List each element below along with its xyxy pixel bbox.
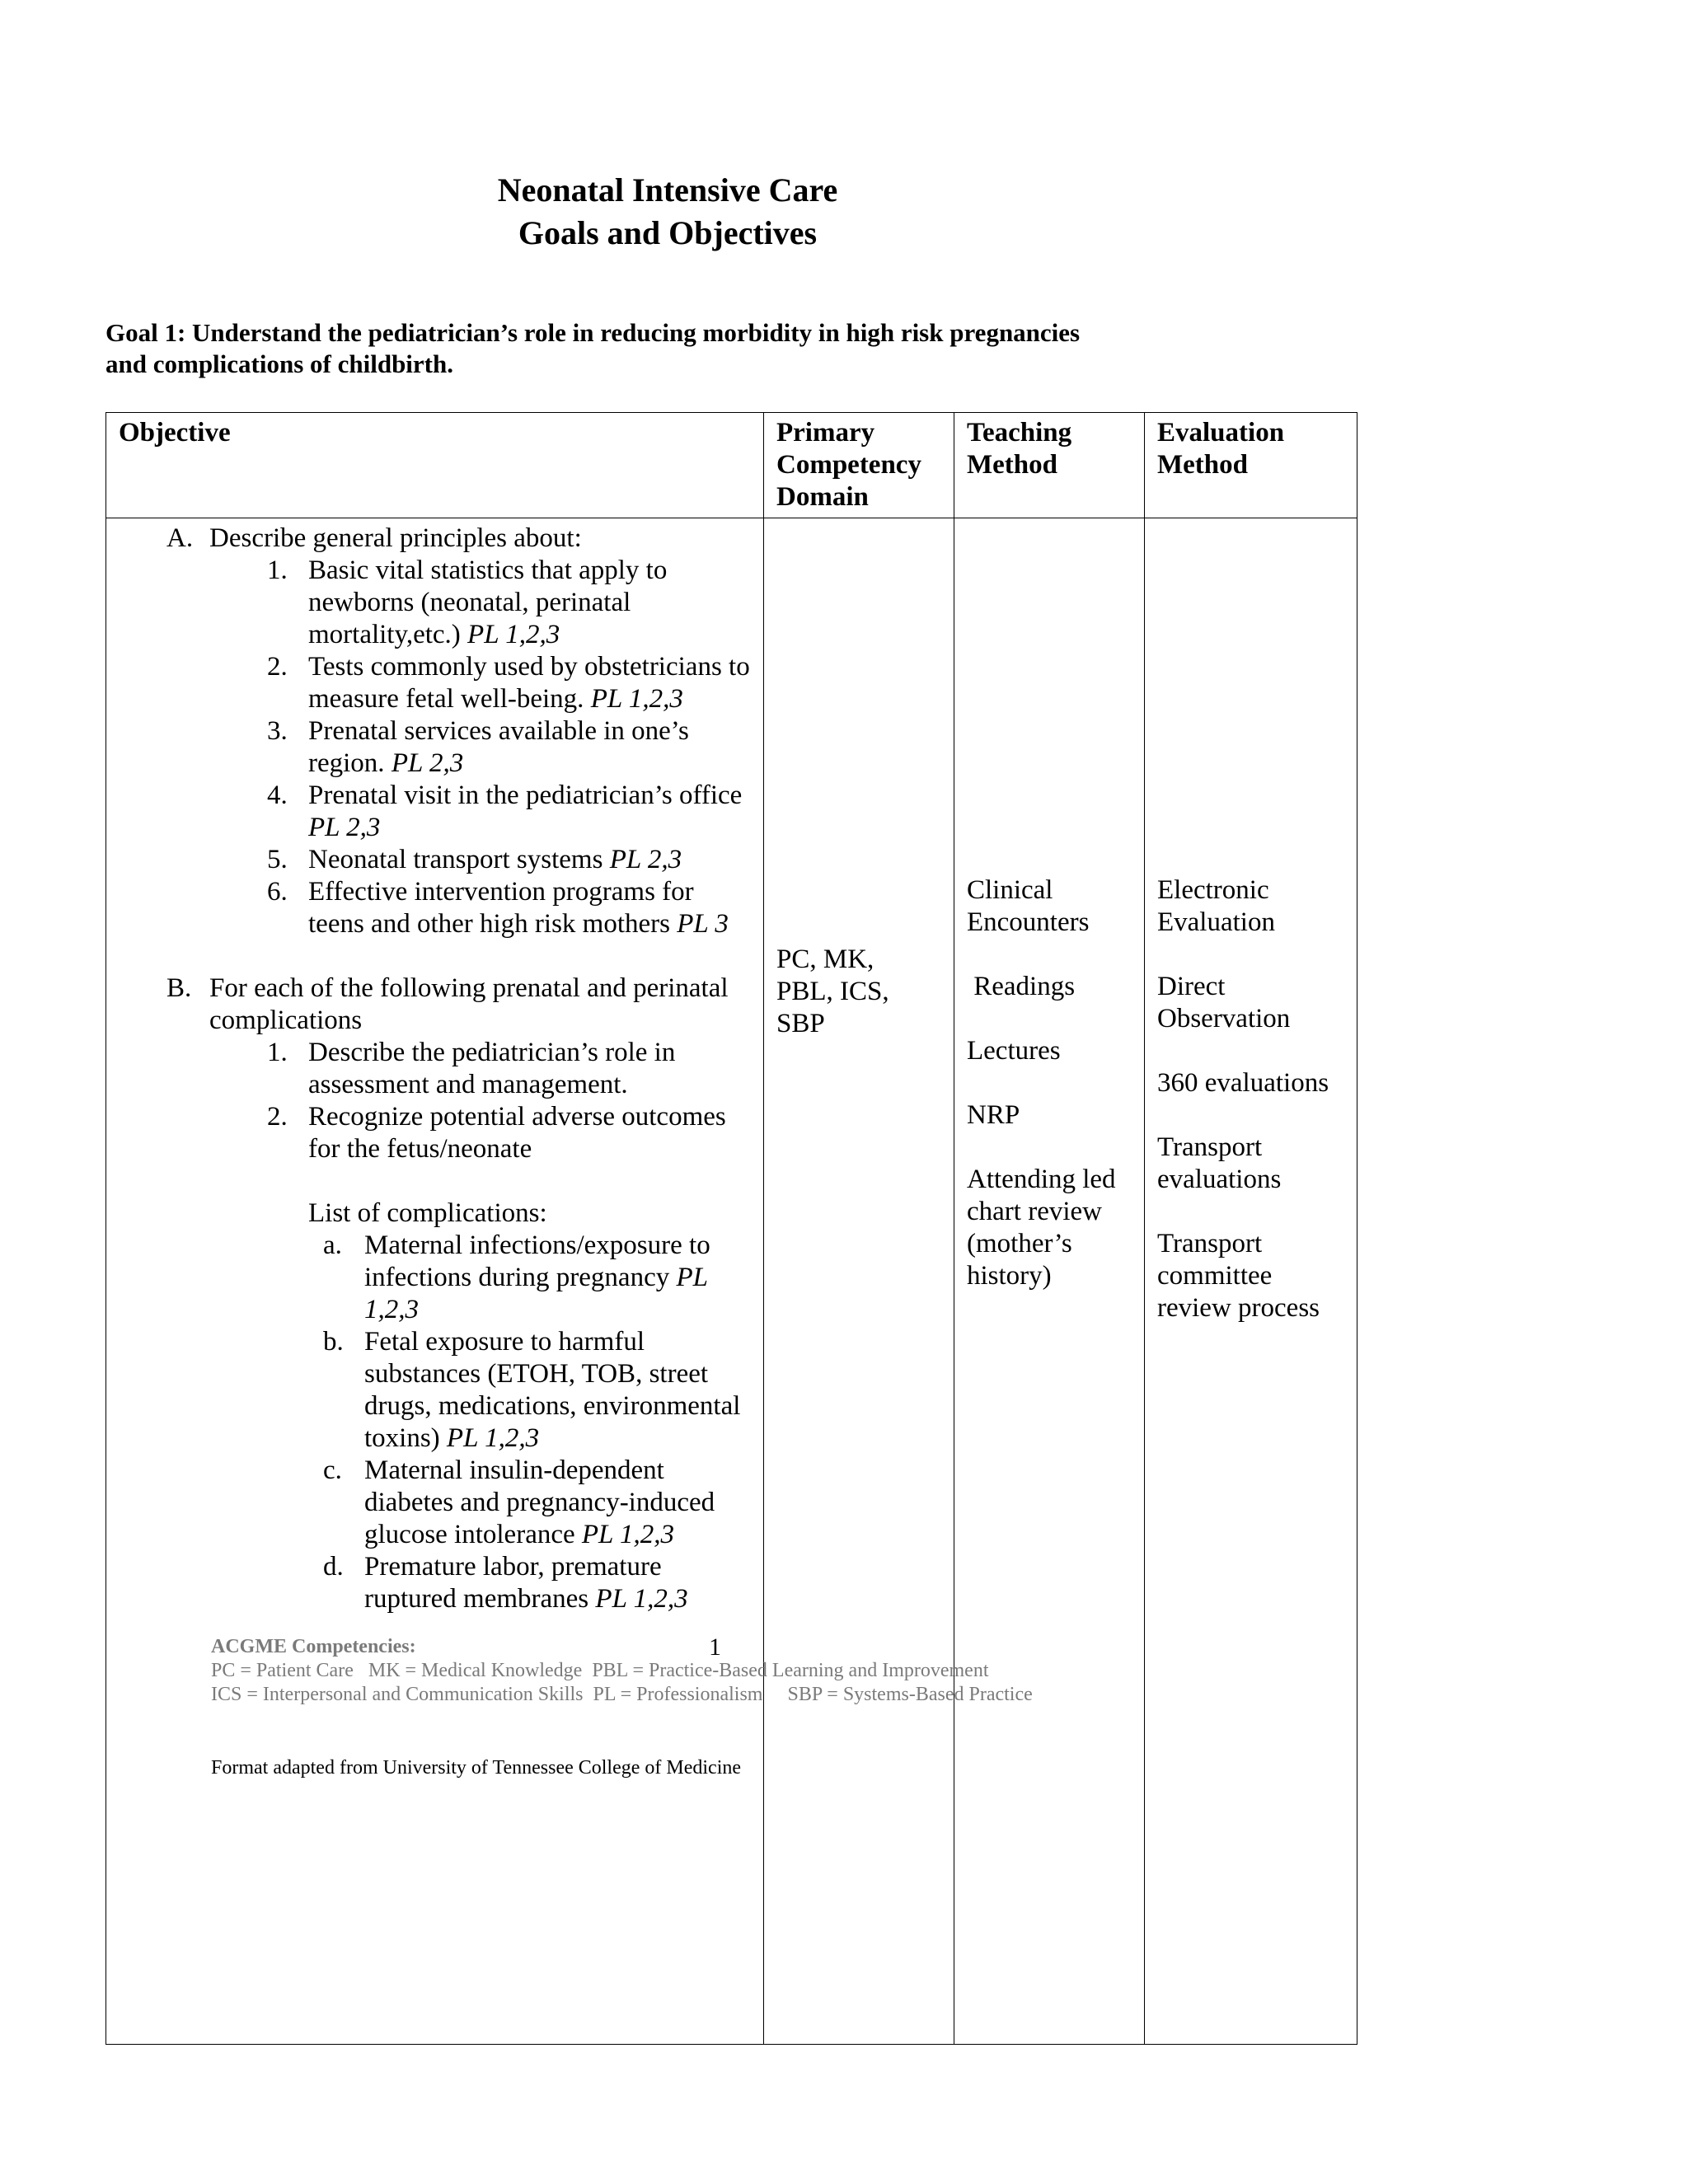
- spacer: [1157, 1196, 1344, 1228]
- header-evaluation-line: Evaluation: [1157, 418, 1285, 448]
- domain-cell: [764, 518, 954, 2045]
- evaluation-cell: [1145, 518, 1357, 2045]
- complication-text: Maternal insulin-dependent diabetes and pregnancy-induced glucose intolerance: [364, 1455, 715, 1549]
- goal-line-1: Goal 1: Understand the pediatrician’s role in reducing morbidity in high risk pregnancies: [106, 318, 1081, 347]
- complication-letter: a.: [323, 1230, 342, 1260]
- item-pl: PL 1,2,3: [590, 684, 683, 714]
- evaluation-line: Direct: [1157, 972, 1226, 1001]
- evaluation-line: Electronic: [1157, 875, 1269, 905]
- acgme-legend: [211, 1635, 1033, 1707]
- spacer: [1157, 939, 1344, 971]
- teaching-cell: [954, 518, 1145, 2045]
- complication-item: [119, 1230, 751, 1326]
- item-number: 4.: [267, 780, 288, 810]
- spacer: [1157, 1035, 1344, 1067]
- list-item: [119, 715, 751, 780]
- item-text: Tests commonly used by obstetricians to measure fetal well-being.: [308, 652, 750, 714]
- list-item: [119, 780, 751, 844]
- format-note: Format adapted from University of Tennessee College of Medicine: [211, 1757, 742, 1779]
- item-number: 3.: [267, 716, 288, 746]
- item-pl: PL 2,3: [308, 813, 381, 842]
- acgme-heading: ACGME Competencies:: [211, 1636, 416, 1657]
- item-number: 2.: [267, 1102, 288, 1132]
- header-domain-line: Domain: [776, 482, 869, 512]
- goal-heading: [106, 317, 1342, 380]
- item-number: 2.: [267, 652, 288, 682]
- list-item: [119, 651, 751, 715]
- evaluation-line: review process: [1157, 1293, 1320, 1323]
- item-text: Prenatal visit in the pediatrician’s office: [308, 780, 743, 810]
- item-pl: PL 2,3: [391, 748, 464, 778]
- item-number: 1.: [267, 555, 288, 585]
- header-teaching: [954, 413, 1145, 518]
- spacer: [967, 939, 1132, 971]
- list-item: [119, 555, 751, 651]
- evaluation-line: Observation: [1157, 1004, 1291, 1033]
- teaching-line: NRP: [967, 1100, 1020, 1130]
- table-header-row: [106, 413, 1357, 518]
- evaluation-line: Evaluation: [1157, 907, 1275, 937]
- teaching-line: Clinical: [967, 875, 1053, 905]
- page-number: 1: [709, 1633, 721, 1661]
- complication-letter: b.: [323, 1327, 344, 1357]
- teaching-line: Attending led: [967, 1165, 1116, 1194]
- page-title: Neonatal Intensive Care: [497, 171, 838, 209]
- evaluation-line: 360 evaluations: [1157, 1068, 1329, 1098]
- domain-line: PBL, ICS,: [776, 977, 889, 1006]
- complication-item: [119, 1455, 751, 1551]
- section-b: [119, 972, 751, 1037]
- section-a-text: Describe general principles about:: [209, 523, 582, 553]
- teaching-line: chart review: [967, 1197, 1102, 1226]
- section-a: [119, 523, 751, 555]
- list-item: [119, 1101, 751, 1165]
- list-item: [119, 1037, 751, 1101]
- evaluation-line: evaluations: [1157, 1165, 1282, 1194]
- item-text: Prenatal services available in one’s region.: [308, 716, 689, 778]
- item-text: Neonatal transport systems: [308, 845, 603, 874]
- evaluation-line: Transport: [1157, 1229, 1263, 1258]
- item-pl: PL 2,3: [609, 845, 682, 874]
- complication-pl: PL 1,2,3: [595, 1584, 688, 1614]
- item-text: Basic vital statistics that apply to newborns (neonatal, perinatal mortality,etc.): [308, 555, 668, 649]
- header-evaluation: [1145, 413, 1357, 518]
- domain-line: SBP: [776, 1009, 825, 1038]
- list-item: [119, 876, 751, 940]
- complication-text: Fetal exposure to harmful substances (ETOH, TOB, street drugs, medications, environmental toxins): [364, 1327, 741, 1453]
- item-number: 6.: [267, 877, 288, 907]
- spacer: [1157, 1099, 1344, 1132]
- teaching-line: Lectures: [967, 1036, 1061, 1066]
- header-objective: Objective: [106, 413, 764, 518]
- header-domain-line: Primary: [776, 418, 875, 448]
- acgme-line: PC = Patient Care MK = Medical Knowledge PBL = Practice-Based Learning and Improvement: [211, 1660, 989, 1681]
- item-text: Describe the pediatrician’s role in assessment and management.: [308, 1038, 676, 1099]
- complication-item: [119, 1326, 751, 1455]
- teaching-line: (mother’s: [967, 1229, 1072, 1258]
- complication-text: Premature labor, premature ruptured membranes: [364, 1552, 662, 1614]
- item-pl: PL 3: [677, 909, 729, 939]
- teaching-line: history): [967, 1261, 1052, 1291]
- teaching-line: Encounters: [967, 907, 1090, 937]
- complication-pl: PL 1,2,3: [581, 1520, 675, 1549]
- complication-letter: c.: [323, 1455, 342, 1485]
- complication-letter: d.: [323, 1552, 344, 1582]
- spacer: [967, 1003, 1132, 1035]
- goal-line-2: and complications of childbirth.: [106, 349, 453, 378]
- item-text: Effective intervention programs for teens and other high risk mothers: [308, 877, 694, 939]
- section-a-label: A.: [166, 523, 194, 553]
- spacer: [119, 1165, 751, 1197]
- list-item: [119, 844, 751, 876]
- header-domain: [764, 413, 954, 518]
- complication-pl: PL 1,2,3: [446, 1423, 540, 1453]
- item-pl: PL 1,2,3: [467, 620, 560, 649]
- acgme-line: ICS = Interpersonal and Communication Skills PL = Professionalism SBP = Systems-Based Practice: [211, 1684, 1033, 1705]
- objective-cell: [106, 518, 764, 2045]
- header-teaching-line: Method: [967, 450, 1057, 480]
- evaluation-line: committee: [1157, 1261, 1273, 1291]
- complications-heading: List of complications:: [308, 1198, 547, 1228]
- evaluation-line: Transport: [1157, 1132, 1263, 1162]
- teaching-line: Readings: [967, 972, 1076, 1001]
- item-number: 5.: [267, 845, 288, 874]
- complication-pl: PL 1,2,3: [364, 1263, 708, 1324]
- spacer: [119, 940, 751, 972]
- page-subtitle: Goals and Objectives: [518, 214, 818, 251]
- section-b-text: For each of the following prenatal and perinatal complications: [209, 973, 729, 1035]
- objectives-table: [106, 412, 1357, 2045]
- section-b-label: B.: [166, 973, 192, 1003]
- spacer: [967, 1067, 1132, 1099]
- header-domain-line: Competency: [776, 450, 921, 480]
- item-number: 1.: [267, 1038, 288, 1067]
- header-evaluation-line: Method: [1157, 450, 1248, 480]
- complication-item: [119, 1551, 751, 1615]
- header-teaching-line: Teaching: [967, 418, 1072, 448]
- complication-text: Maternal infections/exposure to infections during pregnancy: [364, 1230, 710, 1292]
- table-body-row: [106, 518, 1357, 2045]
- item-text: Recognize potential adverse outcomes for the fetus/neonate: [308, 1102, 726, 1164]
- spacer: [967, 1132, 1132, 1164]
- domain-line: PC, MK,: [776, 944, 874, 974]
